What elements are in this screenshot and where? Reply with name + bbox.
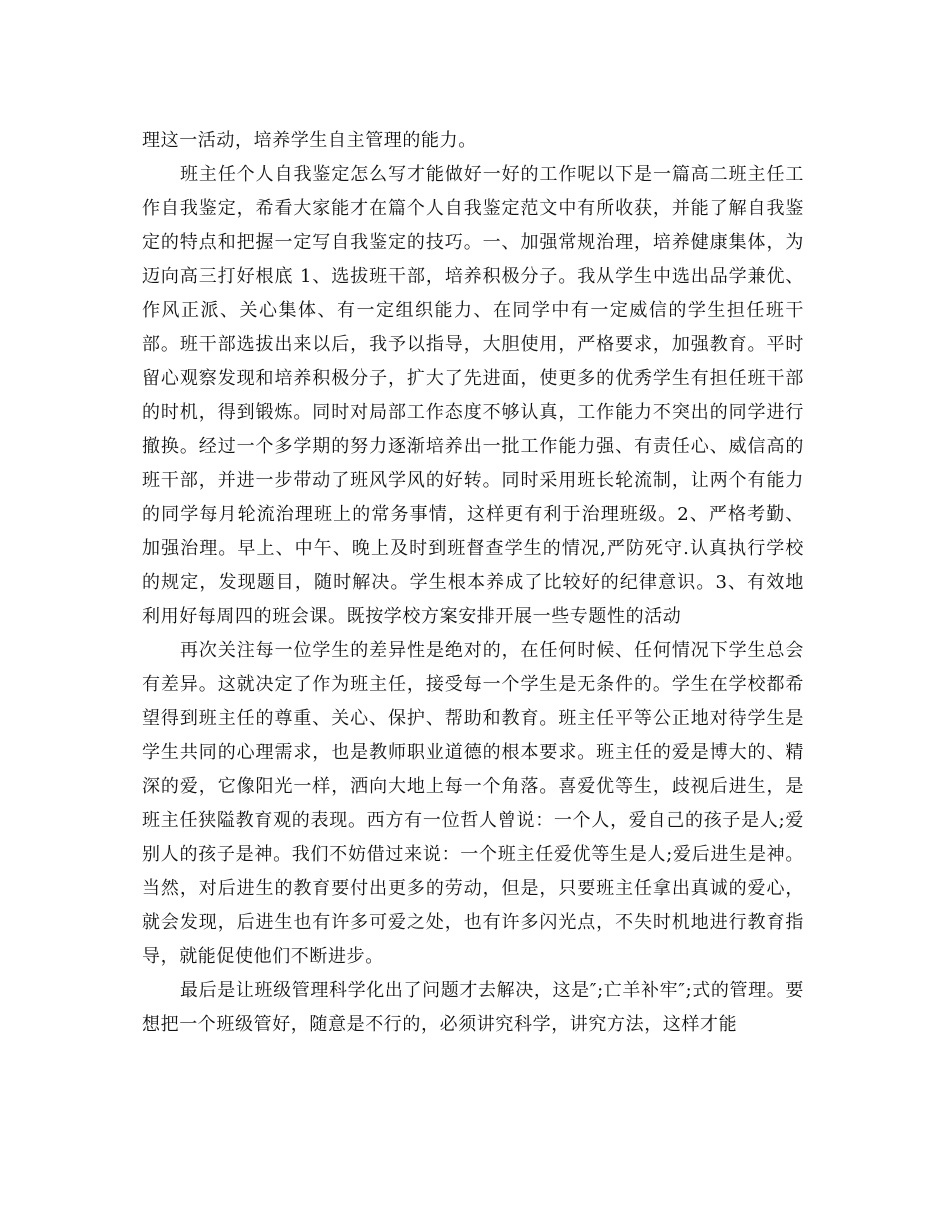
document-body [142, 124, 804, 1042]
paragraph-1: 理这一活动，培养学生自主管理的能力。 [142, 130, 477, 151]
paragraph-4: 最后是让班级管理科学化出了问题才去解决，这是″;亡羊补牢″;式的管理。要想把一个班级管好，随意是不行的，必须讲究科学，讲究方法，这样才能 [142, 980, 804, 1035]
paragraph-2: 班主任个人自我鉴定怎么写才能做好一好的工作呢以下是一篇高二班主任工作自我鉴定，希看大家能才在篇个人自我鉴定范文中有所收获，并能了解自我鉴定的特点和把握一定写自我鉴定的技巧。一、加强常规治理，培养健康集体，为迈向高三打好根底 1、选拔班干部，培养积极分子。我从学生中选出品学兼优、作风正派、关心集体、有一定组织能力、在同学中有一定威信的学生担任班干部。班干部选拔出来以后，我予以指导，大胆使用，严格要求，加强教育。平时留心观察发现和培养积极分子，扩大了先进面，使更多的优秀学生有担任班干部的时机，得到锻炼。同时对局部工作态度不够认真，工作能力不突出的同学进行撤换。经过一个多学期的努力逐渐培养出一批工作能力强、有责任心、威信高的班干部，并进一步带动了班风学风的好转。同时采用班长轮流制，让两个有能力的同学每月轮流治理班上的常务事情，这样更有利于治理班级。2、严格考勤、加强治理。早上、中午、晚上及时到班督查学生的情况,严防死守.认真执行学校的规定，发现题目，随时解决。学生根本养成了比较好的纪律意识。3、有效地利用好每周四的班会课。既按学校方案安排开展一些专题性的活动 [142, 164, 804, 627]
paragraph-3: 再次关注每一位学生的差异性是绝对的，在任何时候、任何情况下学生总会有差异。这就决定了作为班主任，接受每一个学生是无条件的。学生在学校都希望得到班主任的尊重、关心、保护、帮助和教育。班主任平等公正地对待学生是学生共同的心理需求，也是教师职业道德的根本要求。班主任的爱是博大的、精深的爱，它像阳光一样，洒向大地上每一个角落。喜爱优等生，歧视后进生，是班主任狭隘教育观的表现。西方有一位哲人曾说：一个人，爱自己的孩子是人;爱别人的孩子是神。我们不妨借过来说：一个班主任爱优等生是人;爱后进生是神。当然，对后进生的教育要付出更多的劳动，但是，只要班主任拿出真诚的爱心，就会发现，后进生也有许多可爱之处，也有许多闪光点，不失时机地进行教育指导，就能促使他们不断进步。 [142, 640, 804, 967]
